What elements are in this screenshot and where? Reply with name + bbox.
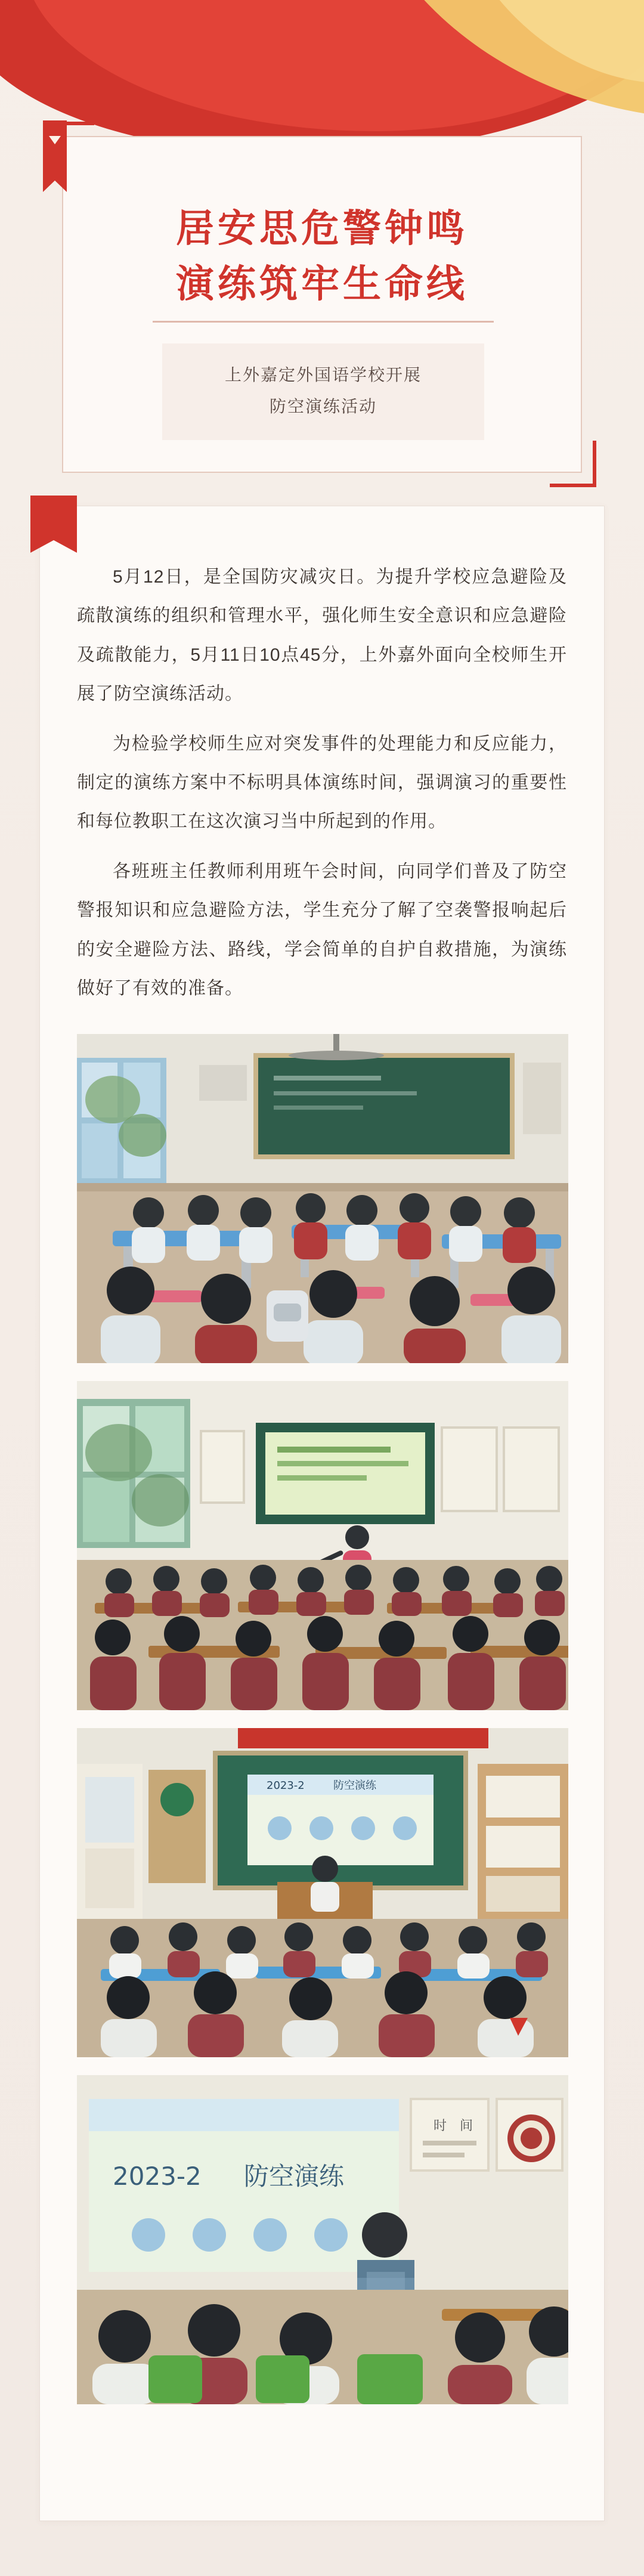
page-title: [63, 202, 581, 312]
corner-bracket-bottom-right: [550, 441, 596, 487]
photo-1-illustration: [77, 1034, 568, 1363]
page-title-line-2: 演练筑牢生命线: [176, 262, 468, 305]
photo-classroom-projector-closeup-4: [77, 2075, 568, 2404]
article-paragraph: 各班班主任教师利用班午会时间，向同学们普及了防空警报知识和应急避险方法，学生充分了解了空袭警报响起后的安全避险方法、路线，学会简单的自护自救措施，为演练做好了有效的准备。: [77, 861, 567, 998]
svg-text:2023-2: 2023-2: [267, 1779, 305, 1792]
article-paragraph: 5月12日，是全国防灾减灾日。为提升学校应急避险及疏散演练的组织和管理水平，强化师生安全意识和应急避险及疏散能力，5月11日10点45分，上外嘉外面向全校师生开展了防空演练活动。: [77, 567, 567, 704]
title-divider: [153, 321, 494, 323]
svg-text:时 间: 时 间: [434, 2119, 473, 2134]
article-paragraph: 为检验学校师生应对突发事件的处理能力和反应能力，制定的演练方案中不标明具体演练时间，强调演习的重要性和每位教职工在这次演习当中所起到的作用。: [77, 733, 567, 832]
article-card: [39, 506, 605, 2521]
page-title-line-1: 居安思危警钟鸣: [176, 208, 468, 250]
photo-classroom-teacher-presenting-2: [77, 1381, 568, 1710]
subtitle-line-1: 上外嘉定外国语学校开展: [224, 366, 422, 384]
subtitle-box: [162, 343, 484, 440]
subtitle-line-2: 防空演练活动: [269, 397, 377, 416]
header-card: [62, 136, 582, 473]
ribbon-marker-icon: [43, 120, 67, 192]
triangle-icon: [49, 136, 61, 144]
photo-3-illustration: [77, 1728, 568, 2057]
photo-classroom-projector-drill-3: [77, 1728, 568, 2057]
photo-classroom-students-seated-1: [77, 1034, 568, 1363]
svg-text:2023-2: 2023-2: [113, 2162, 202, 2191]
photo-gallery: [40, 1018, 604, 2446]
photo-2-illustration: [77, 1381, 568, 1710]
svg-text:防空演练: 防空演练: [244, 2162, 345, 2191]
svg-text:防空演练: 防空演练: [333, 1779, 376, 1792]
article-body: [40, 506, 604, 1008]
photo-4-illustration: [77, 2075, 568, 2404]
